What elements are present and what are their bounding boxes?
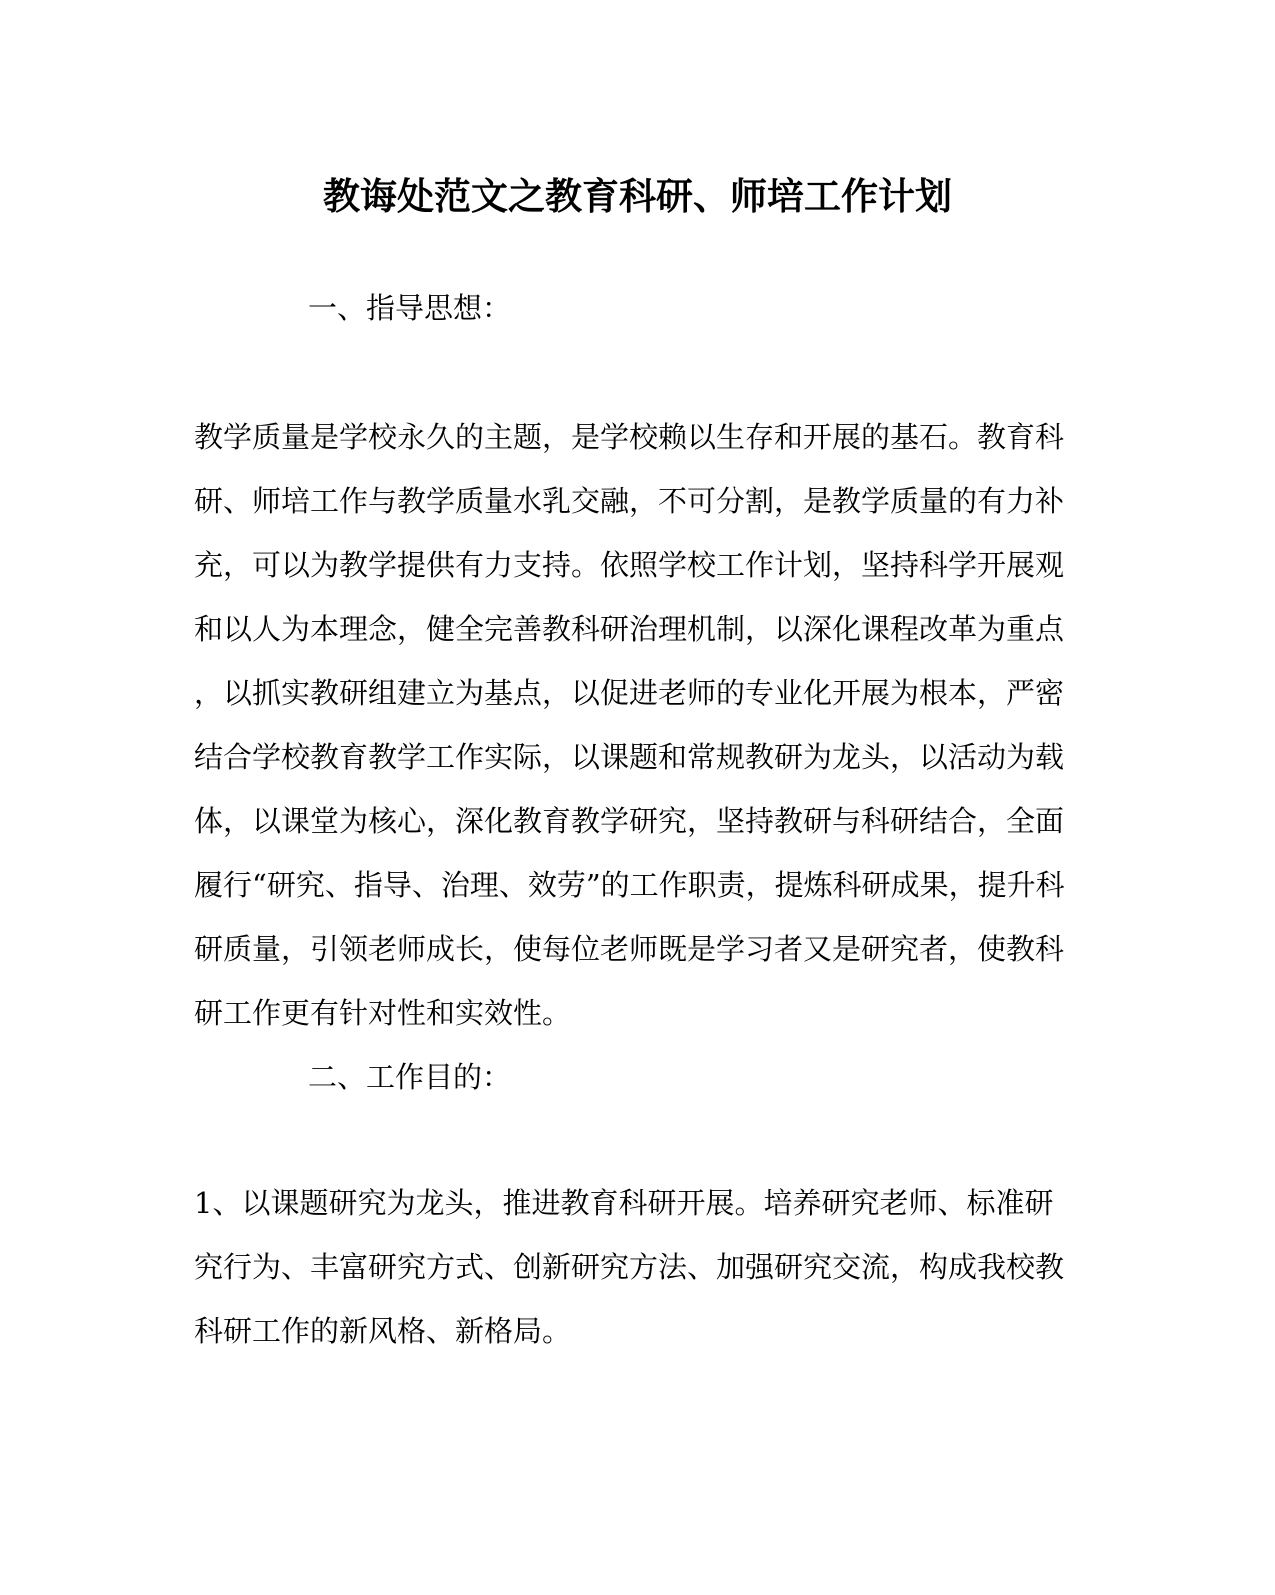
paragraph-line: 结合学校教育教学工作实际，以课题和常规教研为龙头，以活动为载 [194, 740, 1065, 774]
paragraph-line: 履行“研究、指导、治理、效劳”的工作职责，提炼科研成果，提升科 [194, 868, 1065, 902]
paragraph-line: 教学质量是学校永久的主题，是学校赖以生存和开展的基石。教育科 [194, 420, 1065, 454]
paragraph-line: 研质量，引领老师成长，使每位老师既是学习者又是研究者，使教科 [194, 932, 1065, 966]
paragraph-line: 研工作更有针对性和实效性。 [194, 996, 572, 1030]
paragraph-line: 充，可以为教学提供有力支持。依照学校工作计划，坚持科学开展观 [194, 548, 1065, 582]
paragraph-line: ，以抓实教研组建立为基点，以促进老师的专业化开展为根本，严密 [194, 676, 1065, 710]
paragraph-guiding-ideology [194, 405, 1065, 1045]
section-heading-guiding-ideology: 一、指导思想： [308, 291, 512, 325]
paragraph-line: 科研工作的新风格、新格局。 [194, 1314, 572, 1348]
paragraph-line: 1、以课题研究为龙头，推进教育科研开展。培养研究老师、标准研 [194, 1186, 1054, 1220]
paragraph-line: 研、师培工作与教学质量水乳交融，不可分割，是教学质量的有力补 [194, 484, 1065, 518]
paragraph-line: 和以人为本理念，健全完善教科研治理机制，以深化课程改革为重点 [194, 612, 1065, 646]
section-heading-work-goals: 二、工作目的： [308, 1060, 512, 1094]
paragraph-work-goals [194, 1171, 1065, 1363]
paragraph-line: 究行为、丰富研究方式、创新研究方法、加强研究交流，构成我校教 [194, 1250, 1065, 1284]
document-title: 教诲处范文之教育科研、师培工作计划 [323, 174, 952, 218]
paragraph-line: 体，以课堂为核心，深化教育教学研究，坚持教研与科研结合，全面 [194, 804, 1065, 838]
